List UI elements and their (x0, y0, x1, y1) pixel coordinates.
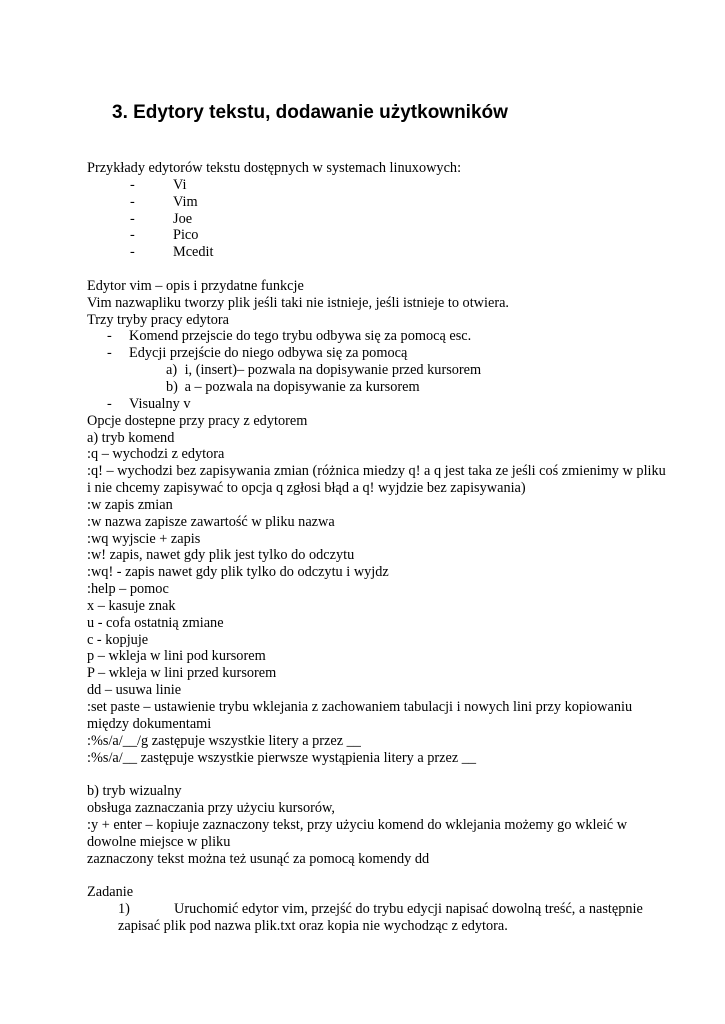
mode-list-item: - Komend przejscie do tego trybu odbywa się za pomocą esc. (107, 328, 472, 345)
visual-line: zaznaczony tekst można też usunąć za pomocą komendy dd (87, 850, 430, 867)
editor-list-item: - Mcedit (130, 244, 214, 261)
editor-list-item: - Vim (130, 193, 198, 210)
document-body (87, 160, 667, 935)
edit-sub-item: a) i, (insert)– pozwala na dopisywanie przed kursorem (166, 362, 482, 379)
editor-list-item: - Vi (130, 176, 187, 193)
command-line: :w zapis zmian (87, 496, 173, 513)
editor-list-item: - Pico (130, 227, 199, 244)
page-title: 3. Edytory tekstu, dodawanie użytkowników (112, 102, 508, 123)
command-line: u - cofa ostatnią zmiane (87, 614, 224, 631)
mode-list-item: - Visualny v (107, 395, 191, 412)
visual-mode-heading: b) tryb wizualny (87, 783, 182, 800)
command-line: :help – pomoc (87, 581, 169, 598)
visual-line: obsługa zaznaczania przy użyciu kursorów, (87, 800, 335, 817)
command-line: :w nazwa zapisze zawartość w pliku nazwa (87, 513, 335, 530)
vim-heading: Edytor vim – opis i przydatne funkcje (87, 277, 304, 294)
vim-description: Vim nazwapliku tworzy plik jeśli taki nie istnieje, jeśli istnieje to otwiera. (87, 294, 509, 311)
command-line: :%s/a/__ zastępuje wszystkie pierwsze wystąpienia litery a przez __ (87, 749, 477, 766)
intro-text: Przykłady edytorów tekstu dostępnych w systemach linuxowych: (87, 160, 462, 176)
command-line: :w! zapis, nawet gdy plik jest tylko do odczytu (87, 547, 355, 564)
command-line: :q! – wychodzi bez zapisywania zmian (różnica miedzy q! a q jest taka ze jeśli coś zmienimy w pliku i nie chcemy zapisywać to opcja q zgłosi błąd a q! wyjdzie bez zapisywania) (87, 463, 666, 497)
command-line: x – kasuje znak (87, 597, 176, 614)
command-line: :q – wychodzi z edytora (87, 446, 225, 463)
command-line: :set paste – ustawienie trybu wklejania z zachowaniem tabulacji i nowych lini przy kopiowaniu między dokumentami (87, 699, 633, 732)
mode-list-item: - Edycji przejście do niego odbywa się za pomocą (107, 345, 408, 362)
command-line: P – wkleja w lini przed kursorem (87, 665, 277, 682)
visual-line: :y + enter – kopiuje zaznaczony tekst, przy użyciu komend do wklejania możemy go wkleić w dowolne miejsce w pliku (87, 816, 628, 850)
editor-list-item: - Joe (130, 210, 193, 227)
command-line: c - kopjuje (87, 631, 149, 648)
command-line: :%s/a/__/g zastępuje wszystkie litery a przez __ (87, 732, 361, 749)
command-line: p – wkleja w lini pod kursorem (87, 648, 266, 665)
task-item: 1) Uruchomić edytor vim, przejść do trybu edycji napisać dowolną treść, a następnie zapisać plik pod nazwa plik.txt oraz kopia nie wychodząc z edytora. (118, 901, 643, 934)
task-heading: Zadanie (87, 884, 134, 901)
command-line: :wq! - zapis nawet gdy plik tylko do odczytu i wyjdz (87, 564, 389, 581)
command-line: :wq wyjscie + zapis (87, 530, 201, 547)
command-mode-heading: a) tryb komend (87, 429, 175, 446)
modes-heading: Trzy tryby pracy edytora (87, 311, 230, 328)
options-heading: Opcje dostepne przy pracy z edytorem (87, 412, 308, 429)
edit-sub-item: b) a – pozwala na dopisywanie za kursorem (166, 378, 420, 395)
command-line: dd – usuwa linie (87, 682, 182, 699)
